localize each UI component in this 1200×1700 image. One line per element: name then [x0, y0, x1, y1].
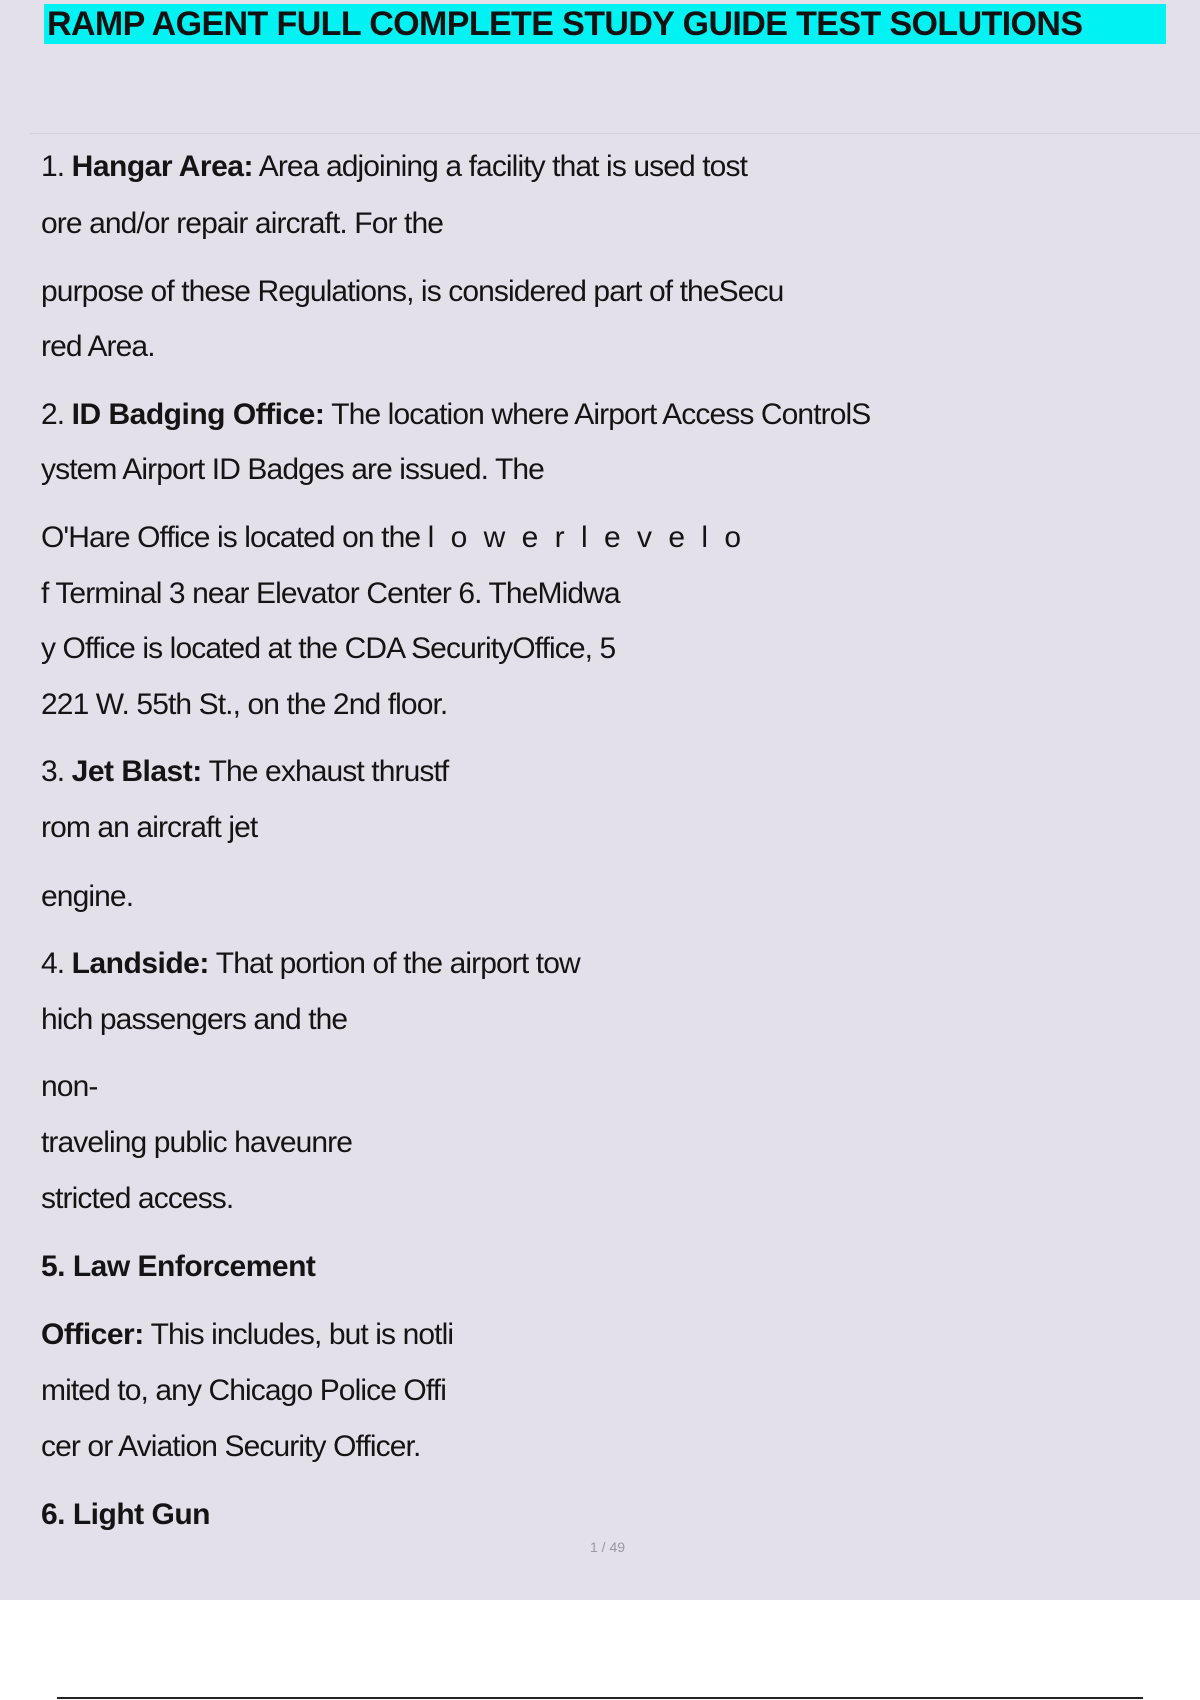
entry-1-line: purpose of these Regulations, is considered part of theSecu	[41, 275, 784, 308]
entry-5-heading	[41, 1250, 315, 1284]
entry-5-term: Officer:	[41, 1318, 144, 1351]
entry-4-line: non-	[41, 1070, 98, 1103]
entry-2-number: 2.	[41, 398, 65, 431]
entry-1-number: 1.	[41, 150, 65, 183]
entry-2-line: ystem Airport ID Badges are issued. The	[41, 453, 544, 486]
entry-3-line: rom an aircraft jet	[41, 811, 258, 844]
next-page-rule	[57, 1697, 1143, 1699]
entry-5-line: mited to, any Chicago Police Offi	[41, 1374, 446, 1407]
document-title: RAMP AGENT FULL COMPLETE STUDY GUIDE TEST SOLUTIONS	[47, 5, 1083, 43]
entry-6-heading	[41, 1498, 210, 1532]
entry-6-title: 6. Light Gun	[41, 1498, 210, 1531]
entry-1-line: red Area.	[41, 330, 155, 363]
entry-1-line	[41, 150, 747, 184]
entry-2-text: O'Hare Office is located on the	[41, 521, 421, 554]
entry-2-line: 221 W. 55th St., on the 2nd floor.	[41, 688, 448, 721]
page-indicator: 1 / 49	[590, 1539, 626, 1555]
entry-4-definition: That portion of the airport tow	[215, 947, 580, 980]
entry-5-definition: This includes, but is notli	[150, 1318, 454, 1351]
entry-4-term: Landside:	[71, 947, 209, 980]
entry-4-line: traveling public haveunre	[41, 1126, 353, 1159]
entry-2-line	[41, 521, 745, 555]
entry-5-line	[41, 1318, 453, 1352]
entry-3-line	[41, 755, 448, 789]
entry-2-term: ID Badging Office:	[71, 398, 325, 431]
entry-4-line: stricted access.	[41, 1182, 234, 1215]
entry-4-line: hich passengers and the	[41, 1003, 348, 1036]
entry-2-line	[41, 398, 870, 432]
entry-3-definition: The exhaust thrustf	[208, 755, 449, 788]
entry-1-term: Hangar Area:	[71, 150, 253, 183]
entry-2-line: f Terminal 3 near Elevator Center 6. TheMidwa	[41, 577, 620, 610]
entry-5-line: cer or Aviation Security Officer.	[41, 1430, 421, 1463]
entry-1-line: ore and/or repair aircraft. For the	[41, 207, 444, 240]
entry-4-number: 4.	[41, 947, 65, 980]
entry-3-number: 3.	[41, 755, 65, 788]
entry-3-term: Jet Blast:	[71, 755, 202, 788]
header-divider	[30, 133, 1200, 134]
entry-2-spaced-text: l o w e r l e v e l o	[427, 521, 746, 554]
entry-5-title: 5. Law Enforcement	[41, 1250, 316, 1283]
entry-3-line: engine.	[41, 880, 134, 913]
entry-2-line: y Office is located at the CDA SecurityOffice, 5	[41, 632, 616, 665]
entry-2-definition: The location where Airport Access ControlS	[331, 398, 871, 431]
entry-4-line	[41, 947, 580, 981]
entry-1-definition: Area adjoining a facility that is used tost	[258, 150, 747, 183]
